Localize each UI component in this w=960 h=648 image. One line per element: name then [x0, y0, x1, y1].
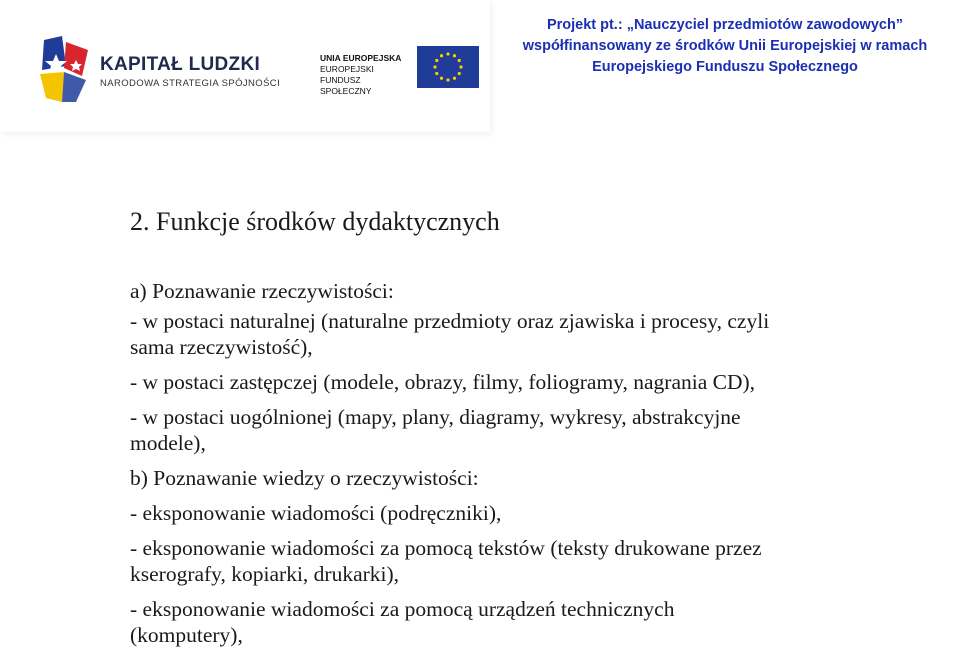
- eu-label-line: FUNDUSZ SPOŁECZNY: [320, 75, 372, 96]
- kapital-ludzki-subtitle: NARODOWA STRATEGIA SPÓJNOŚCI: [100, 78, 281, 89]
- content-line: - w postaci naturalnej (naturalne przedmioty oraz zjawiska i procesy, czyli: [130, 309, 770, 333]
- section-title: 2. Funkcje środków dydaktycznych: [130, 207, 500, 236]
- eu-star-icon: [446, 52, 449, 55]
- project-line: Europejskiego Funduszu Społecznego: [592, 59, 858, 75]
- eu-star-icon: [435, 72, 438, 75]
- eu-fund-label: [320, 53, 414, 97]
- content-line: (komputery),: [130, 623, 243, 647]
- content-line: - w postaci zastępczej (modele, obrazy, filmy, foliogramy, nagrania CD),: [130, 370, 756, 394]
- content-line: kserografy, kopiarki, drukarki),: [130, 562, 400, 586]
- eu-star-icon: [459, 65, 462, 68]
- eu-star-icon: [458, 72, 461, 75]
- project-line: współfinansowany ze środków Unii Europejskiej w ramach: [522, 38, 928, 54]
- content-line: - w postaci uogólnionej (mapy, plany, diagramy, wykresy, abstrakcyjne: [130, 405, 741, 429]
- eu-star-icon: [433, 65, 436, 68]
- content-line: a) Poznawanie rzeczywistości:: [130, 279, 394, 303]
- eu-star-icon: [453, 54, 456, 57]
- content-line: sama rzeczywistość),: [130, 335, 313, 359]
- eu-star-icon: [440, 54, 443, 57]
- eu-label-line: UNIA EUROPEJSKA: [320, 53, 402, 63]
- eu-label-line: EUROPEJSKI: [320, 64, 374, 74]
- header-banner: [0, 0, 490, 132]
- kapital-ludzki-name: KAPITAŁ LUDZKI: [100, 54, 261, 75]
- eu-flag-icon: [417, 46, 479, 88]
- project-line: Projekt pt.: „Nauczyciel przedmiotów zawodowych”: [546, 17, 904, 33]
- content-line: - eksponowanie wiadomości (podręczniki),: [130, 501, 502, 525]
- eu-star-icon: [446, 78, 449, 81]
- content-line: - eksponowanie wiadomości za pomocą urządzeń technicznych: [130, 597, 675, 621]
- content-line: modele),: [130, 431, 206, 455]
- eu-star-icon: [453, 77, 456, 80]
- content-line: b) Poznawanie wiedzy o rzeczywistości:: [130, 466, 479, 490]
- eu-star-icon: [458, 59, 461, 62]
- eu-star-icon: [440, 77, 443, 80]
- project-info: [510, 15, 940, 78]
- content-line: - eksponowanie wiadomości za pomocą tekstów (teksty drukowane przez: [130, 536, 762, 560]
- section-content: [130, 278, 950, 648]
- kapital-ludzki-logo-icon: [36, 32, 96, 106]
- eu-star-icon: [435, 59, 438, 62]
